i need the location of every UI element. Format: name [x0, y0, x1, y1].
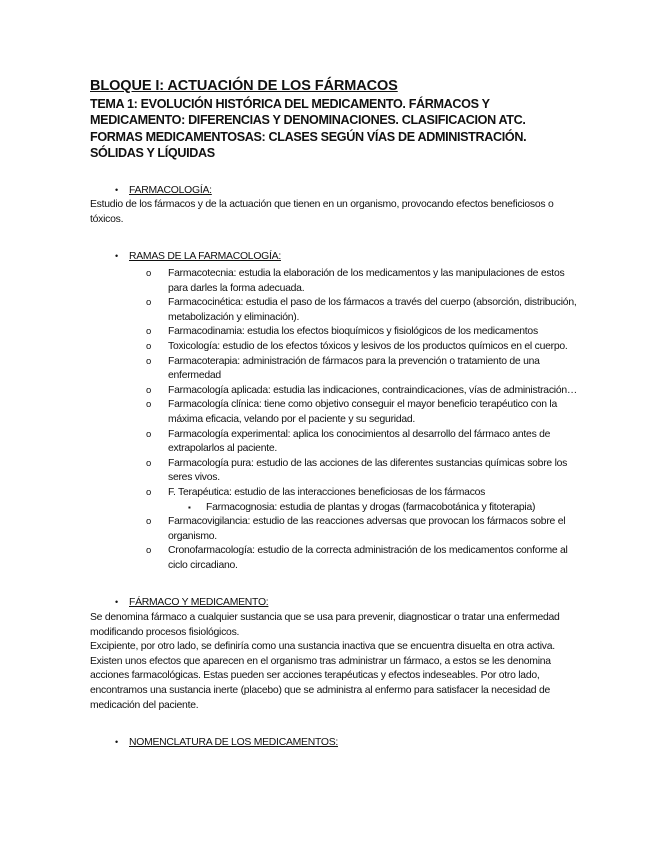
- section-heading-row: [115, 735, 580, 751]
- section-farmaco: [90, 595, 580, 713]
- list-item: [146, 486, 580, 515]
- bullet-icon: •: [115, 251, 118, 262]
- bullet-icon: •: [115, 737, 118, 748]
- section-farmacologia: [90, 183, 580, 228]
- list-item: [146, 355, 580, 384]
- bullet-icon: •: [115, 184, 118, 195]
- list-item-text: Farmacología aplicada: estudia las indicaciones, contraindicaciones, vías de administración…: [168, 384, 578, 396]
- ramas-list: [90, 267, 580, 573]
- list-item-text: F. Terapéutica: estudio de las interacciones beneficiosas de los fármacos: [168, 486, 486, 498]
- circle-bullet-icon: o: [146, 268, 152, 279]
- section-paragraph: Se denomina fármaco a cualquier sustancia que se usa para prevenir, diagnosticar o tratar una enfermedad modificando procesos fisiológicos.: [90, 612, 560, 638]
- list-item: [146, 398, 580, 427]
- section-paragraph: Excipiente, por otro lado, se definiría como una sustancia inactiva que se encuentra disuelta en otra activa.: [90, 641, 555, 653]
- circle-bullet-icon: o: [146, 340, 152, 352]
- section-heading: FÁRMACO Y MEDICAMENTO:: [129, 597, 269, 609]
- document-body: [90, 78, 580, 751]
- list-item-text: Farmacodinamia: estudia los efectos bioquímicos y fisiológicos de los medicamentos: [168, 326, 538, 338]
- circle-bullet-icon: o: [146, 457, 152, 469]
- list-item-text: Farmacoterapia: administración de fármacos para la prevención o tratamiento de una enfermedad: [168, 355, 540, 382]
- section-nomenclatura: [90, 735, 580, 751]
- circle-bullet-icon: o: [146, 545, 152, 557]
- section-paragraph: Estudio de los fármacos y de la actuación que tienen en un organismo, provocando efectos beneficiosos o tóxicos.: [90, 199, 554, 225]
- topic-title: TEMA 1: EVOLUCIÓN HISTÓRICA DEL MEDICAMENTO. FÁRMACOS Y MEDICAMENTO: DIFERENCIAS Y DENOMINACIONES. CLASIFICACION ATC. FORMAS MEDICAMENTOSAS: CLASES SEGÚN VÍAS DE ADMINISTRACIÓN. SÓLIDAS Y LÍQUIDAS: [90, 97, 527, 161]
- list-item: [146, 515, 580, 544]
- list-item: [146, 428, 580, 457]
- circle-bullet-icon: o: [146, 399, 152, 411]
- section-heading: FARMACOLOGÍA:: [129, 184, 212, 196]
- list-item-text: Farmacovigilancia: estudio de las reacciones adversas que provocan los fármacos sobre el organismo.: [168, 516, 566, 542]
- square-bullet-icon: ▪: [188, 502, 191, 512]
- list-item-text: Farmacología clínica: tiene como objetivo conseguir el mayor beneficio terapéutico con la máxima eficacia, velando por el paciente y su seguridad.: [168, 399, 557, 425]
- list-item: [146, 325, 580, 340]
- list-item: [146, 340, 580, 355]
- list-item: [146, 296, 580, 325]
- section-heading: NOMENCLATURA DE LOS MEDICAMENTOS:: [129, 737, 339, 749]
- section-ramas: [90, 249, 580, 573]
- list-item-text: Farmacología experimental: aplica los conocimientos al desarrollo del fármaco antes de extrapolarlos al paciente.: [168, 428, 551, 455]
- list-item-text: Toxicología: estudio de los efectos tóxicos y lesivos de los productos químicos en el cuerpo.: [168, 340, 568, 352]
- circle-bullet-icon: o: [146, 516, 152, 528]
- bullet-icon: •: [115, 597, 118, 608]
- circle-bullet-icon: o: [146, 486, 152, 498]
- circle-bullet-icon: o: [146, 326, 152, 338]
- list-item-text: Cronofarmacología: estudio de la correcta administración de los medicamentos conforme al ciclo circadiano.: [168, 545, 568, 571]
- section-heading-row: [115, 183, 580, 199]
- list-item: [146, 267, 580, 296]
- section-heading-row: [115, 249, 580, 265]
- list-item: [146, 384, 580, 399]
- sub-list-item-text: Farmacognosia: estudia de plantas y drogas (farmacobotánica y fitoterapia): [206, 501, 536, 513]
- block-title: BLOQUE I: ACTUACIÓN DE LOS FÁRMACOS: [90, 78, 398, 94]
- circle-bullet-icon: o: [146, 297, 152, 309]
- list-item-text: Farmacotecnia: estudia la elaboración de los medicamentos y las manipulaciones de estos para darles la forma adecuada.: [168, 268, 565, 294]
- list-item-text: Farmacología pura: estudio de las acciones de las diferentes sustancias químicas sobre los seres vivos.: [168, 457, 568, 484]
- section-heading-row: [115, 595, 580, 611]
- circle-bullet-icon: o: [146, 384, 152, 396]
- sub-list: [168, 501, 580, 516]
- list-item: [146, 544, 580, 573]
- section-paragraph: Existen unos efectos que aparecen en el organismo tras administrar un fármaco, a estos se les denomina acciones farmacológicas. Estas pueden ser acciones terapéuticas y efectos indeseables. Por otro lado, encontramos una sustancia inerte (placebo) que se administra al enfermo para satisfacer la necesidad de medicación del paciente.: [90, 655, 551, 711]
- circle-bullet-icon: o: [146, 428, 152, 440]
- list-item: [146, 457, 580, 486]
- sub-list-item: [188, 501, 580, 516]
- section-heading: RAMAS DE LA FARMACOLOGÍA:: [129, 251, 281, 263]
- circle-bullet-icon: o: [146, 355, 152, 367]
- list-item-text: Farmacocinética: estudia el paso de los fármacos a través del cuerpo (absorción, distribución, metabolización y eliminación).: [168, 297, 577, 323]
